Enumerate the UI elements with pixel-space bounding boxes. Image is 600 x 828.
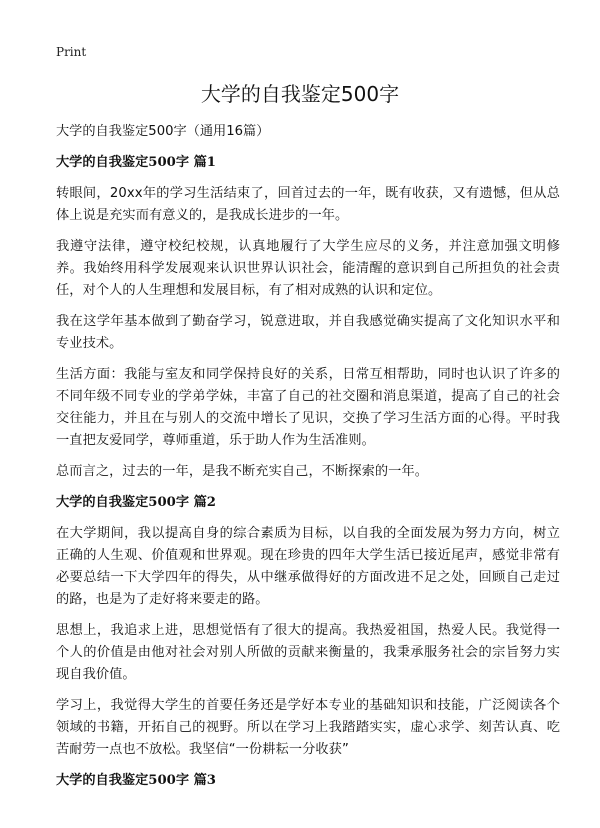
paragraph: 我在这学年基本做到了勤奋学习，锐意进取，并自我感觉确实提高了文化知识水平和专业技术。 <box>56 314 560 351</box>
section-heading-2: 大学的自我鉴定500字 篇2 <box>56 495 216 510</box>
paragraph: 学习上，我觉得大学生的首要任务还是学好本专业的基础知识和技能，广泛阅读各个领域的书籍，开拓自己的视野。所以在学习上我踏踏实实，虚心求学、刻苦认真、吃苦耐劳一点也不放松。我坚信“一份耕耘一分收获” <box>56 698 560 757</box>
paragraph: 转眼间，20xx年的学习生活结束了，回首过去的一年，既有收获，又有遗憾，但从总体上说是充实而有意义的，是我成长进步的一年。 <box>56 186 560 223</box>
paragraph: 思想上，我追求上进，思想觉悟有了很大的提高。我热爱祖国，热爱人民。我觉得一个人的价值是由他对社会对别人所做的贡献来衡量的，我秉承服务社会的宗旨努力实现自我价值。 <box>56 623 560 682</box>
page-title: 大学的自我鉴定500字 <box>200 82 400 106</box>
paragraph: 生活方面：我能与室友和同学保持良好的关系，日常互相帮助，同时也认识了许多的不同年级不同专业的学弟学妹，丰富了自己的社交圈和消息渠道，提高了自己的社会交往能力，并且在与别人的交流中增长了见识，交换了学习生活方面的心得。平时我一直把友爱同学，尊师重道，乐于助人作为生活准则。 <box>56 367 560 448</box>
section-heading-1: 大学的自我鉴定500字 篇1 <box>56 155 216 170</box>
paragraph: 我遵守法律，遵守校纪校规，认真地履行了大学生应尽的义务，并注意加强文明修养。我始终用科学发展观来认识世界认识社会，能清醒的意识到自己所担负的社会责任，对个人的人生理想和发展目标，有了相对成熟的认识和定位。 <box>56 239 560 298</box>
print-link[interactable]: Print <box>56 45 87 59</box>
document-subtitle: 大学的自我鉴定500字（通用16篇） <box>56 124 270 139</box>
paragraph: 在大学期间，我以提高自身的综合素质为目标，以自我的全面发展为努力方向，树立正确的人生观、价值观和世界观。现在珍贵的四年大学生活已接近尾声，感觉非常有必要总结一下大学四年的得失，从中继承做得好的方面改进不足之处，回顾自己走过的路，也是为了走好将来要走的路。 <box>56 526 560 607</box>
paragraph: 总而言之，过去的一年，是我不断充实自己，不断探索的一年。 <box>56 464 429 479</box>
section-heading-3: 大学的自我鉴定500字 篇3 <box>56 773 216 788</box>
document-body <box>56 121 560 801</box>
